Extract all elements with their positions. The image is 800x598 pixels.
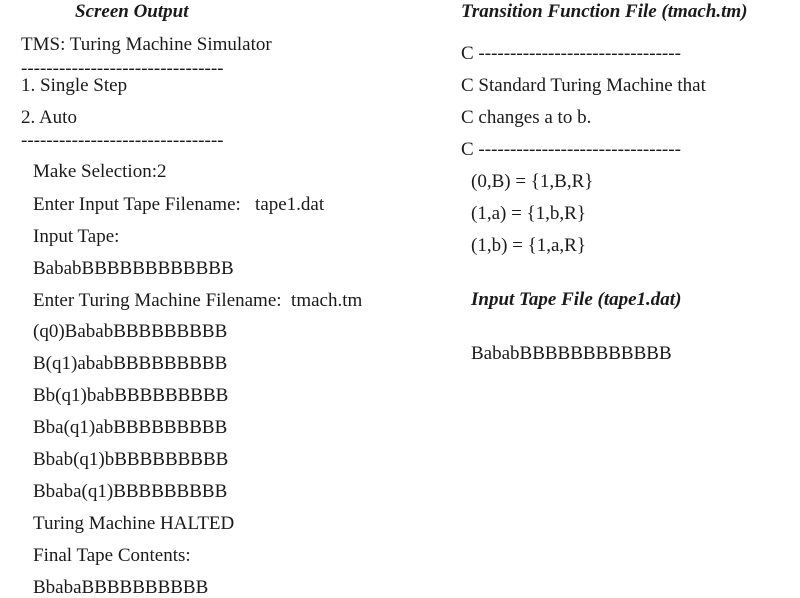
transition-rule: (1,a) = {1,b,R}	[471, 203, 586, 224]
final-tape-value: BbabaBBBBBBBBBB	[33, 577, 209, 598]
menu-item-auto: 2. Auto	[21, 107, 77, 128]
trace-step: (q0)BababBBBBBBBBB	[33, 321, 228, 342]
menu-item-single-step: 1. Single Step	[21, 75, 128, 96]
trace-step: Bba(q1)abBBBBBBBBB	[33, 417, 228, 438]
machine-filename-line: Enter Turing Machine Filename: tmach.tm	[33, 290, 363, 311]
trace-step: Bb(q1)babBBBBBBBBB	[33, 385, 229, 406]
separator-bottom: --------------------------------	[21, 130, 224, 151]
transition-file-heading: Transition Function File (tmach.tm)	[461, 1, 748, 22]
simulator-title: TMS: Turing Machine Simulator	[21, 34, 272, 55]
separator-top: --------------------------------	[21, 58, 224, 79]
input-tape-label: Input Tape:	[33, 226, 120, 247]
input-tape-file-heading: Input Tape File (tape1.dat)	[471, 289, 682, 310]
comment-line: C changes a to b.	[461, 107, 592, 128]
input-tape-file-content: BababBBBBBBBBBBBB	[471, 343, 672, 364]
screen-output-heading: Screen Output	[75, 1, 189, 22]
comment-line: C Standard Turing Machine that	[461, 75, 706, 96]
input-tape-filename-line: Enter Input Tape Filename: tape1.dat	[33, 194, 325, 215]
halted-message: Turing Machine HALTED	[33, 513, 235, 534]
comment-line: C --------------------------------	[461, 139, 681, 160]
trace-step: B(q1)ababBBBBBBBBB	[33, 353, 228, 374]
transition-rule: (0,B) = {1,B,R}	[471, 171, 594, 192]
make-selection-line: Make Selection:2	[33, 161, 167, 182]
transition-rule: (1,b) = {1,a,R}	[471, 235, 586, 256]
trace-step: Bbab(q1)bBBBBBBBBB	[33, 449, 229, 470]
final-tape-label: Final Tape Contents:	[33, 545, 191, 566]
comment-line: C --------------------------------	[461, 43, 681, 64]
trace-step: Bbaba(q1)BBBBBBBBB	[33, 481, 228, 502]
input-tape-value: BababBBBBBBBBBBBB	[33, 258, 234, 279]
